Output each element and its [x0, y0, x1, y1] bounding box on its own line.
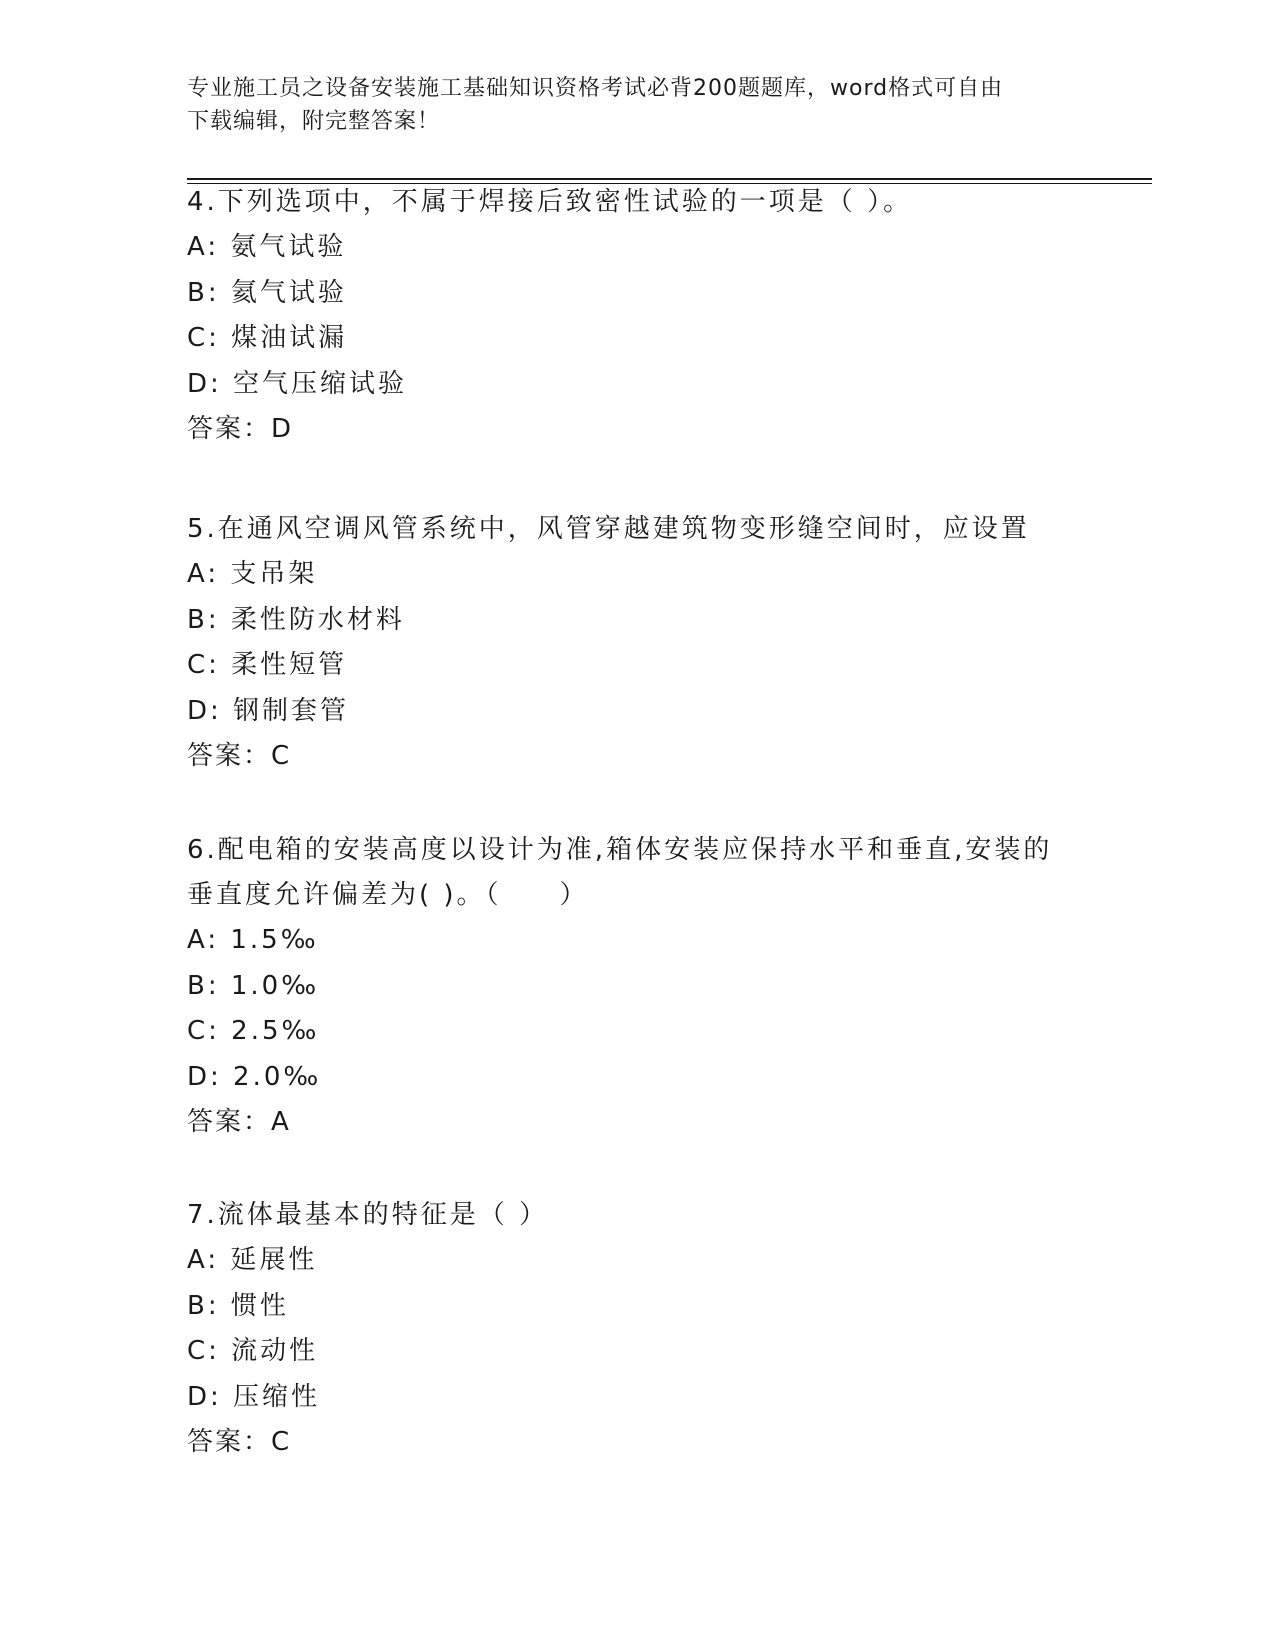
option-d: D: 2.0‰ — [187, 1061, 322, 1092]
question-stem: 4.下列选项中，不属于焊接后致密性试验的一项是（ ）。 — [187, 187, 913, 217]
header-line-1: 专业施工员之设备安装施工基础知识资格考试必背200题题库，word格式可自由 — [187, 76, 1004, 101]
question-stem: 7.流体最基本的特征是（ ） — [187, 1200, 549, 1230]
option-d: D: 压缩性 — [187, 1381, 321, 1412]
answer: 答案：D — [187, 414, 294, 444]
option-c: C: 2.5‰ — [187, 1016, 320, 1046]
option-b: B: 1.0‰ — [187, 970, 320, 1001]
option-a: A: 延展性 — [187, 1245, 318, 1275]
question-4 — [187, 180, 1147, 452]
question-7 — [187, 1193, 1147, 1465]
option-b: B: 氦气试验 — [187, 277, 347, 308]
option-c: C: 煤油试漏 — [187, 323, 348, 353]
question-stem-line-1: 6.配电箱的安装高度以设计为准,箱体安装应保持水平和垂直,安装的 — [187, 835, 1053, 865]
option-c: C: 流动性 — [187, 1336, 319, 1366]
document-header — [187, 72, 1067, 138]
option-a: A: 氨气试验 — [187, 232, 347, 262]
answer: 答案：C — [187, 1427, 292, 1457]
header-line-2: 下载编辑，附完整答案！ — [187, 109, 441, 134]
option-c: C: 柔性短管 — [187, 650, 348, 680]
question-6 — [187, 828, 1147, 1145]
option-b: B: 柔性防水材料 — [187, 604, 405, 635]
option-d: D: 空气压缩试验 — [187, 368, 408, 399]
option-b: B: 惯性 — [187, 1290, 289, 1321]
question-stem-line-2: 垂直度允许偏差为( )。（ ） — [187, 880, 589, 910]
option-d: D: 钢制套管 — [187, 695, 350, 726]
option-a: A: 支吊架 — [187, 559, 318, 589]
question-5 — [187, 507, 1147, 779]
option-a: A: 1.5‰ — [187, 925, 319, 955]
answer: 答案：C — [187, 741, 292, 771]
answer: 答案：A — [187, 1107, 291, 1137]
question-stem: 5.在通风空调风管系统中，风管穿越建筑物变形缝空间时，应设置 — [187, 514, 1030, 544]
